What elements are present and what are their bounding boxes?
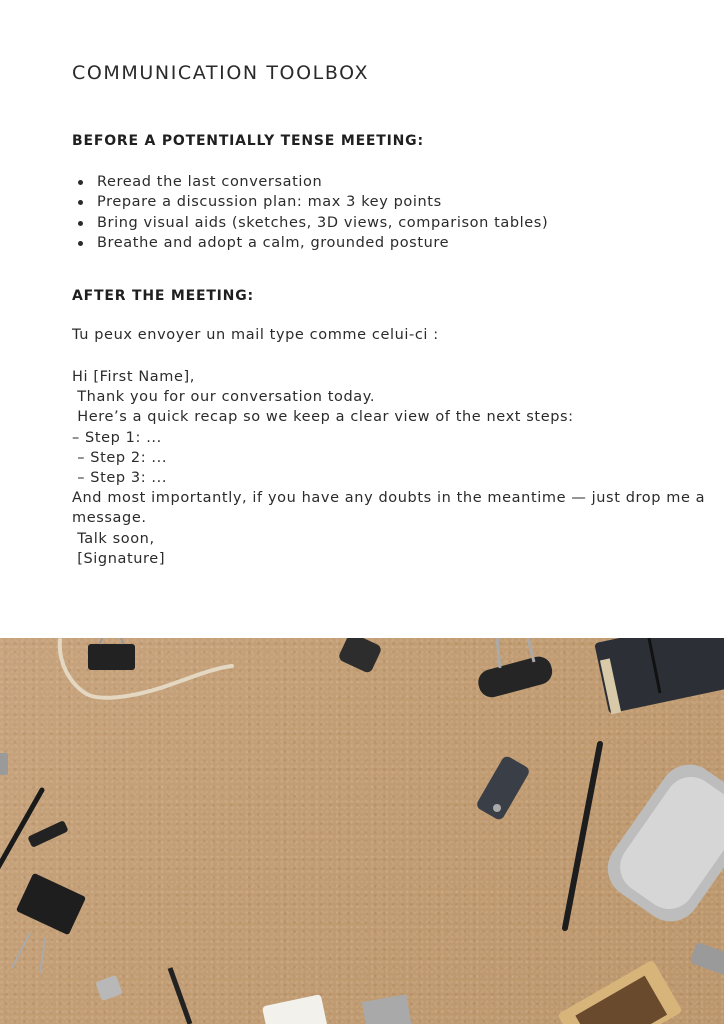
pen-cap [27,820,68,848]
email-template [72,367,712,569]
email-greeting: Hi [First Name], [72,369,195,385]
email-closing: Talk soon, [72,530,155,547]
list-item: Breathe and adopt a calm, grounded posture [76,233,548,253]
email-line: Thank you for our conversation today. [72,389,376,406]
clip [0,753,8,775]
email-line: Here’s a quick recap so we keep a clear view of the next steps: [72,409,574,426]
pen [0,790,42,873]
binder-clip [88,638,135,670]
metal-tin [596,753,724,933]
pencil-tray [557,960,682,1024]
paint-roller [475,638,555,700]
email-step: – Step 1: ... [72,429,162,446]
pencil [170,968,190,1024]
white-box [262,994,329,1024]
sharpener [95,975,123,1001]
multitool [475,755,531,822]
cork-board-photo [0,638,724,1024]
page-title: COMMUNICATION TOOLBOX [72,62,370,84]
before-meeting-list [76,172,548,253]
email-signature: [Signature] [72,550,166,567]
clip [689,942,724,976]
list-item: Bring visual aids (sketches, 3D views, comparison tables) [76,213,548,233]
email-intro: Tu peux envoyer un mail type comme celui-ci : [72,327,439,343]
email-step: – Step 3: ... [72,470,168,487]
before-meeting-heading: BEFORE A POTENTIALLY TENSE MEETING: [72,133,424,149]
email-step: – Step 2: ... [72,449,168,466]
ruler [362,994,413,1024]
binder-clip [12,873,86,973]
eraser [337,638,382,674]
stationery-illustration [0,638,724,1024]
list-item: Reread the last conversation [76,172,548,192]
list-item: Prepare a discussion plan: max 3 key points [76,192,548,212]
pencil [565,744,600,928]
email-line: And most importantly, if you have any doubts in the meantime — just drop me a message. [72,490,706,527]
notebook [594,638,724,714]
twine [60,640,232,698]
after-meeting-heading: AFTER THE MEETING: [72,288,254,304]
